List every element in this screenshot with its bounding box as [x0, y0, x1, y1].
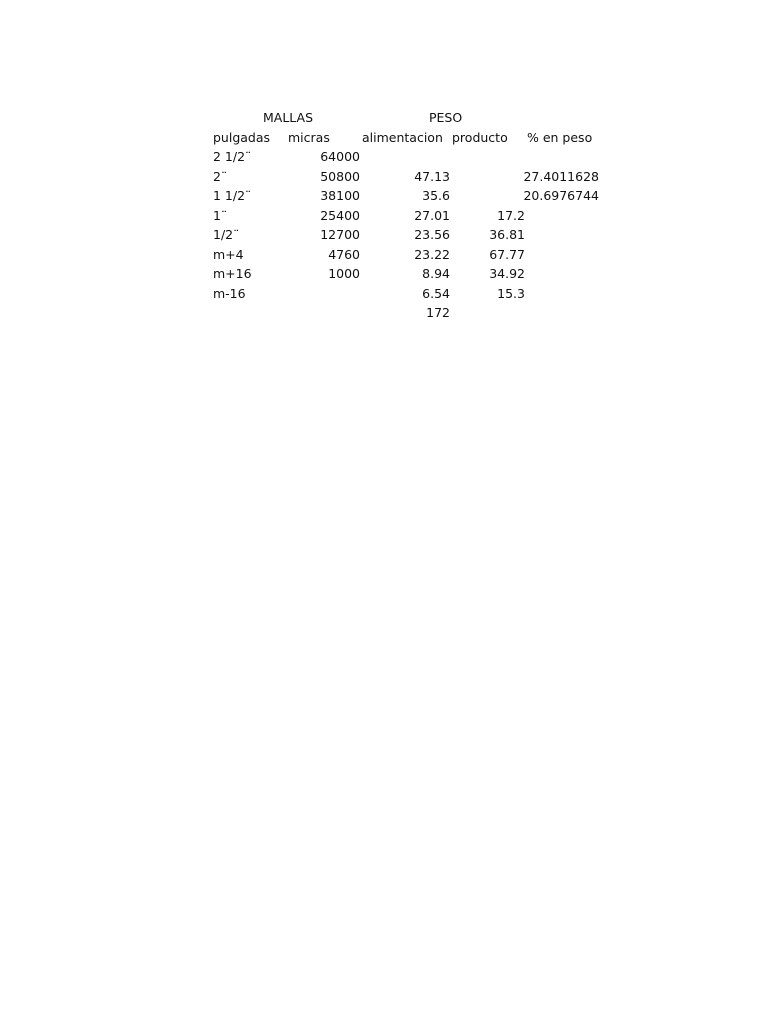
pulgadas-cell: 1¨ [213, 207, 228, 223]
alimentacion-cell: 6.54 [422, 285, 450, 301]
producto-cell: 17.2 [497, 207, 525, 223]
producto-header: producto [452, 129, 508, 145]
micras-header: micras [288, 129, 330, 145]
pulgadas-cell: 2¨ [213, 168, 228, 184]
pct-cell: 20.6976744 [523, 188, 599, 203]
table-row [210, 167, 610, 187]
micras-cell: 64000 [320, 149, 360, 164]
micras-cell: 1000 [328, 266, 360, 281]
alimentacion-cell: 8.94 [422, 266, 450, 281]
pulgadas-header: pulgadas [213, 129, 271, 145]
pulgadas-cell: 1/2¨ [213, 227, 240, 242]
alimentacion-header: alimentacion [362, 129, 443, 145]
pulgadas-cell: 1 1/2¨ [213, 188, 252, 203]
table-row [210, 206, 610, 226]
alimentacion-cell: 23.22 [414, 246, 450, 262]
alimentacion-cell: 47.13 [414, 168, 450, 184]
micras-cell: 4760 [328, 246, 360, 262]
pulgadas-cell: m-16 [213, 285, 246, 301]
alimentacion-cell: 35.6 [422, 188, 450, 203]
pulgadas-cell: m+4 [213, 246, 244, 262]
producto-cell: 34.92 [489, 266, 525, 281]
peso-header: PESO [429, 110, 463, 125]
producto-cell: 15.3 [497, 285, 525, 301]
mesh-weight-table [210, 108, 610, 323]
micras-cell: 25400 [320, 207, 360, 223]
pct-cell: 27.4011628 [523, 168, 599, 184]
header-row-columns [210, 128, 610, 148]
micras-cell: 50800 [320, 168, 360, 184]
micras-cell: 12700 [320, 227, 360, 242]
pct-en-peso-header: % en peso [527, 129, 593, 145]
alimentacion-cell: 27.01 [414, 207, 450, 223]
alimentacion-total: 172 [426, 305, 450, 320]
header-row-group [210, 108, 610, 128]
mallas-header: MALLAS [263, 110, 314, 125]
table-row [210, 245, 610, 265]
pulgadas-cell: 2 1/2¨ [213, 149, 252, 164]
pulgadas-cell: m+16 [213, 266, 252, 281]
table-row [210, 186, 610, 206]
table-row [210, 225, 610, 245]
producto-cell: 67.77 [489, 246, 525, 262]
table-row [210, 284, 610, 304]
total-row [210, 303, 610, 323]
table-row [210, 264, 610, 284]
micras-cell: 38100 [320, 188, 360, 203]
producto-cell: 36.81 [489, 227, 525, 242]
alimentacion-cell: 23.56 [414, 227, 450, 242]
table-row [210, 147, 610, 167]
